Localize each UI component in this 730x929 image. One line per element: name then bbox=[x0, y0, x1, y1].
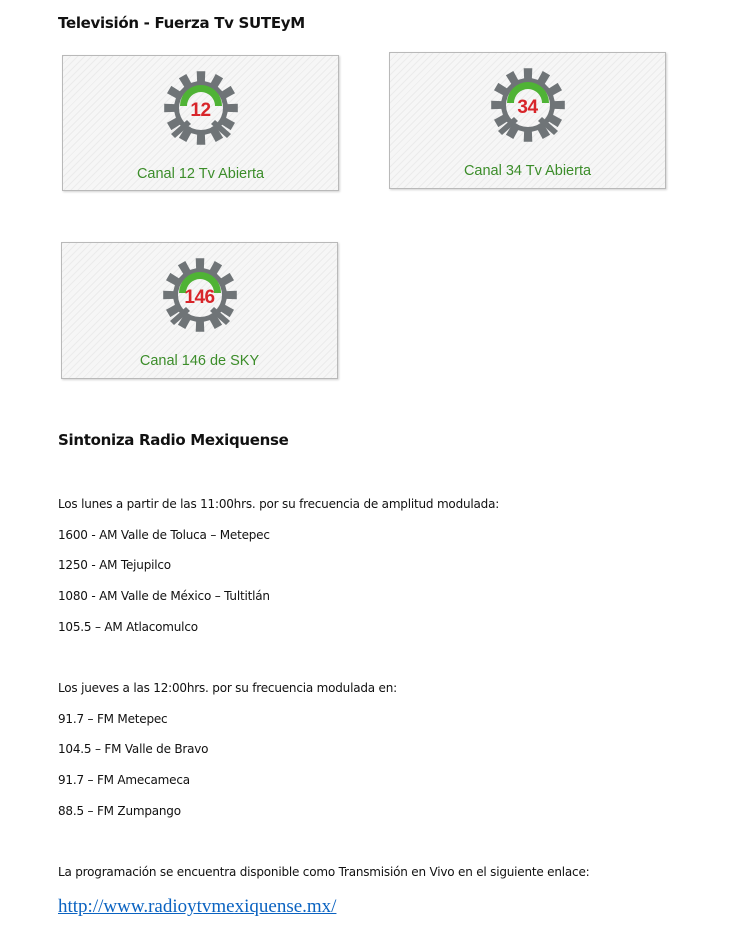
fm-station-item: 104.5 – FM Valle de Bravo bbox=[58, 742, 209, 756]
channel-146-card[interactable] bbox=[61, 242, 338, 379]
am-station-item: 1080 - AM Valle de México – Tultitlán bbox=[58, 589, 270, 603]
am-station-item: 105.5 – AM Atlacomulco bbox=[58, 620, 198, 634]
radio-section-heading: Sintoniza Radio Mexiquense bbox=[58, 431, 289, 449]
gear-logo-icon bbox=[158, 64, 244, 148]
radio-tv-link[interactable]: http://www.radioytvmexiquense.mx/ bbox=[58, 896, 337, 917]
gear-logo-icon bbox=[485, 61, 571, 145]
channel-34-card[interactable] bbox=[389, 52, 666, 189]
am-intro-text: Los lunes a partir de las 11:00hrs. por su frecuencia de amplitud modulada: bbox=[58, 497, 500, 511]
fm-station-item: 91.7 – FM Amecameca bbox=[58, 773, 190, 787]
tv-section-heading: Televisión - Fuerza Tv SUTEyM bbox=[58, 14, 305, 32]
fm-station-item: 88.5 – FM Zumpango bbox=[58, 804, 181, 818]
gear-logo-icon bbox=[157, 251, 243, 335]
fm-intro-text: Los jueves a las 12:00hrs. por su frecuencia modulada en: bbox=[58, 681, 397, 695]
channel-caption: Canal 146 de SKY bbox=[139, 353, 260, 369]
channel-number: 34 bbox=[517, 97, 538, 118]
fm-station-item: 91.7 – FM Metepec bbox=[58, 712, 168, 726]
channel-number: 12 bbox=[190, 100, 211, 121]
live-stream-text: La programación se encuentra disponible como Transmisión en Vivo en el siguiente enlace: bbox=[58, 865, 590, 879]
channel-caption: Canal 12 Tv Abierta bbox=[136, 166, 265, 182]
am-station-item: 1600 - AM Valle de Toluca – Metepec bbox=[58, 528, 270, 542]
channel-number: 146 bbox=[184, 287, 215, 308]
am-station-item: 1250 - AM Tejupilco bbox=[58, 558, 171, 572]
channel-caption: Canal 34 Tv Abierta bbox=[463, 163, 592, 179]
channel-12-card[interactable] bbox=[62, 55, 339, 191]
